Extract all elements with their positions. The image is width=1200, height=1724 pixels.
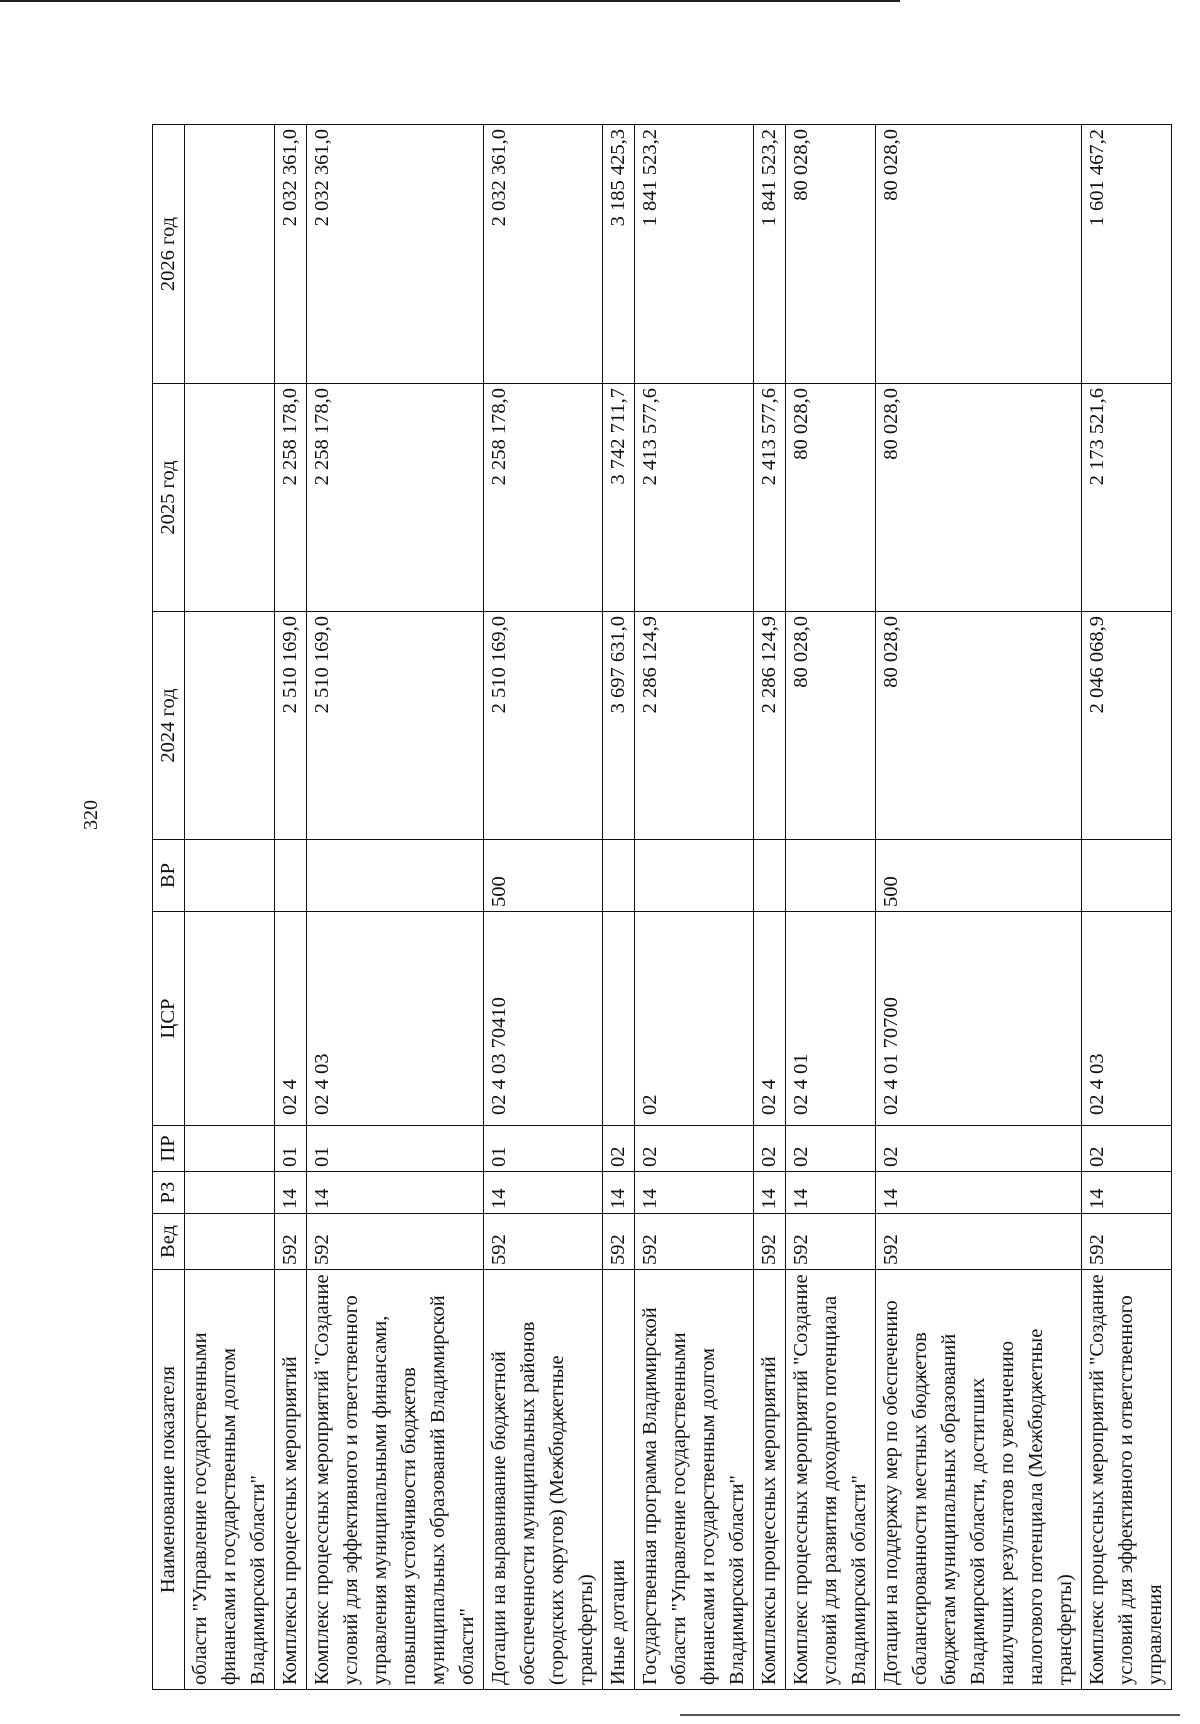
row-rz — [185, 1172, 275, 1214]
row-csr: 02 4 01 — [786, 912, 876, 1126]
row-vr: 500 — [484, 840, 603, 912]
row-ved: 592 — [635, 1214, 754, 1270]
row-rz: 14 — [754, 1172, 786, 1214]
row-pr: 02 — [876, 1126, 1082, 1172]
row-vr — [185, 840, 275, 912]
row-pr: 01 — [484, 1126, 603, 1172]
row-2025: 80 028,0 — [786, 384, 876, 612]
row-2026: 1 841 523,2 — [635, 125, 754, 384]
row-vr — [275, 840, 307, 912]
row-2024: 80 028,0 — [786, 612, 876, 840]
row-2024: 2 510 169,0 — [484, 612, 603, 840]
row-name: Дотации на поддержку мер по обеспечению сбалансированности местных бюджетов бюджетам муниципальных образований Владимирской области, достигших наилучших результатов по увеличению налогового потенциала (Межбюджетные трансферты) — [876, 1270, 1082, 1690]
bottom-scan-border — [680, 1714, 1180, 1716]
row-name: Иные дотации — [603, 1270, 635, 1690]
row-vr: 500 — [876, 840, 1082, 912]
table-row — [185, 125, 275, 1690]
row-vr — [307, 840, 484, 912]
row-2026: 2 032 361,0 — [307, 125, 484, 384]
header-vr: ВР — [153, 840, 185, 912]
table-row — [307, 125, 484, 1690]
header-pr: ПР — [153, 1126, 185, 1172]
row-name: Комплексы процессных мероприятий — [275, 1270, 307, 1690]
row-2025 — [185, 384, 275, 612]
header-rz: РЗ — [153, 1172, 185, 1214]
header-csr: ЦСР — [153, 912, 185, 1126]
row-csr: 02 4 03 — [1082, 912, 1172, 1126]
table-row — [275, 125, 307, 1690]
row-vr — [1082, 840, 1172, 912]
row-vr — [603, 840, 635, 912]
row-pr: 02 — [754, 1126, 786, 1172]
row-2026: 3 185 425,3 — [603, 125, 635, 384]
row-ved: 592 — [754, 1214, 786, 1270]
row-name: Комплексы процессных мероприятий — [754, 1270, 786, 1690]
top-scan-border — [0, 0, 900, 2]
row-2026: 80 028,0 — [876, 125, 1082, 384]
row-2024: 2 286 124,9 — [754, 612, 786, 840]
row-pr — [185, 1126, 275, 1172]
row-pr: 02 — [635, 1126, 754, 1172]
row-pr: 02 — [1082, 1126, 1172, 1172]
row-vr — [786, 840, 876, 912]
table-row — [484, 125, 603, 1690]
row-2026: 2 032 361,0 — [275, 125, 307, 384]
row-csr: 02 — [635, 912, 754, 1126]
row-rz: 14 — [275, 1172, 307, 1214]
row-2025: 2 258 178,0 — [307, 384, 484, 612]
row-csr — [185, 912, 275, 1126]
row-rz: 14 — [1082, 1172, 1172, 1214]
row-ved — [185, 1214, 275, 1270]
row-2026: 1 841 523,2 — [754, 125, 786, 384]
row-2025: 2 173 521,6 — [1082, 384, 1172, 612]
row-csr — [603, 912, 635, 1126]
row-name: Государственная программа Владимирской области "Управление государственными финансами и государственным долгом Владимирской области" — [635, 1270, 754, 1690]
row-ved: 592 — [603, 1214, 635, 1270]
row-2025: 2 413 577,6 — [754, 384, 786, 612]
row-rz: 14 — [307, 1172, 484, 1214]
table-header-row — [153, 125, 185, 1690]
row-2026: 80 028,0 — [786, 125, 876, 384]
row-pr: 02 — [786, 1126, 876, 1172]
row-csr: 02 4 — [754, 912, 786, 1126]
row-ved: 592 — [786, 1214, 876, 1270]
row-ved: 592 — [1082, 1214, 1172, 1270]
row-2025: 80 028,0 — [876, 384, 1082, 612]
row-csr: 02 4 03 70410 — [484, 912, 603, 1126]
header-2024: 2024 год — [153, 612, 185, 840]
header-ved: Вед — [153, 1214, 185, 1270]
row-2024: 2 510 169,0 — [275, 612, 307, 840]
row-2026 — [185, 125, 275, 384]
row-ved: 592 — [275, 1214, 307, 1270]
table-row — [1082, 125, 1172, 1690]
row-2024: 2 510 169,0 — [307, 612, 484, 840]
row-2026: 2 032 361,0 — [484, 125, 603, 384]
row-2026: 1 601 467,2 — [1082, 125, 1172, 384]
row-rz: 14 — [484, 1172, 603, 1214]
page-number: 320 — [80, 800, 102, 830]
budget-table — [152, 124, 1172, 1690]
row-2025: 3 742 711,7 — [603, 384, 635, 612]
row-csr: 02 4 01 70700 — [876, 912, 1082, 1126]
row-vr — [635, 840, 754, 912]
row-ved: 592 — [307, 1214, 484, 1270]
header-2025: 2025 год — [153, 384, 185, 612]
row-name: Комплекс процессных мероприятий "Создание условий для эффективного и ответственного управления муниципальными финансами, повышения устойчивости бюджетов муниципальных образований Владимирской области" — [307, 1270, 484, 1690]
table-row — [754, 125, 786, 1690]
row-rz: 14 — [786, 1172, 876, 1214]
table-row — [635, 125, 754, 1690]
row-2025: 2 413 577,6 — [635, 384, 754, 612]
row-2024 — [185, 612, 275, 840]
table-row — [876, 125, 1082, 1690]
row-name: области "Управление государственными финансами и государственным долгом Владимирской области" — [185, 1270, 275, 1690]
row-vr — [754, 840, 786, 912]
row-2025: 2 258 178,0 — [275, 384, 307, 612]
row-pr: 01 — [275, 1126, 307, 1172]
row-2024: 3 697 631,0 — [603, 612, 635, 840]
row-rz: 14 — [635, 1172, 754, 1214]
row-2024: 80 028,0 — [876, 612, 1082, 840]
row-2025: 2 258 178,0 — [484, 384, 603, 612]
header-name: Наименование показателя — [153, 1270, 185, 1690]
header-2026: 2026 год — [153, 125, 185, 384]
row-csr: 02 4 03 — [307, 912, 484, 1126]
row-pr: 02 — [603, 1126, 635, 1172]
row-pr: 01 — [307, 1126, 484, 1172]
row-2024: 2 286 124,9 — [635, 612, 754, 840]
row-ved: 592 — [876, 1214, 1082, 1270]
table-row — [786, 125, 876, 1690]
row-csr: 02 4 — [275, 912, 307, 1126]
row-rz: 14 — [876, 1172, 1082, 1214]
row-rz: 14 — [603, 1172, 635, 1214]
row-ved: 592 — [484, 1214, 603, 1270]
table-row — [603, 125, 635, 1690]
rotated-table-wrapper — [152, 125, 1166, 1690]
row-2024: 2 046 068,9 — [1082, 612, 1172, 840]
row-name: Комплекс процессных мероприятий "Создание условий для эффективного и ответственного управления — [1082, 1270, 1172, 1690]
row-name: Комплекс процессных мероприятий "Создание условий для развития доходного потенциала Владимирской области" — [786, 1270, 876, 1690]
row-name: Дотации на выравнивание бюджетной обеспеченности муниципальных районов (городских округов) (Межбюджетные трансферты) — [484, 1270, 603, 1690]
